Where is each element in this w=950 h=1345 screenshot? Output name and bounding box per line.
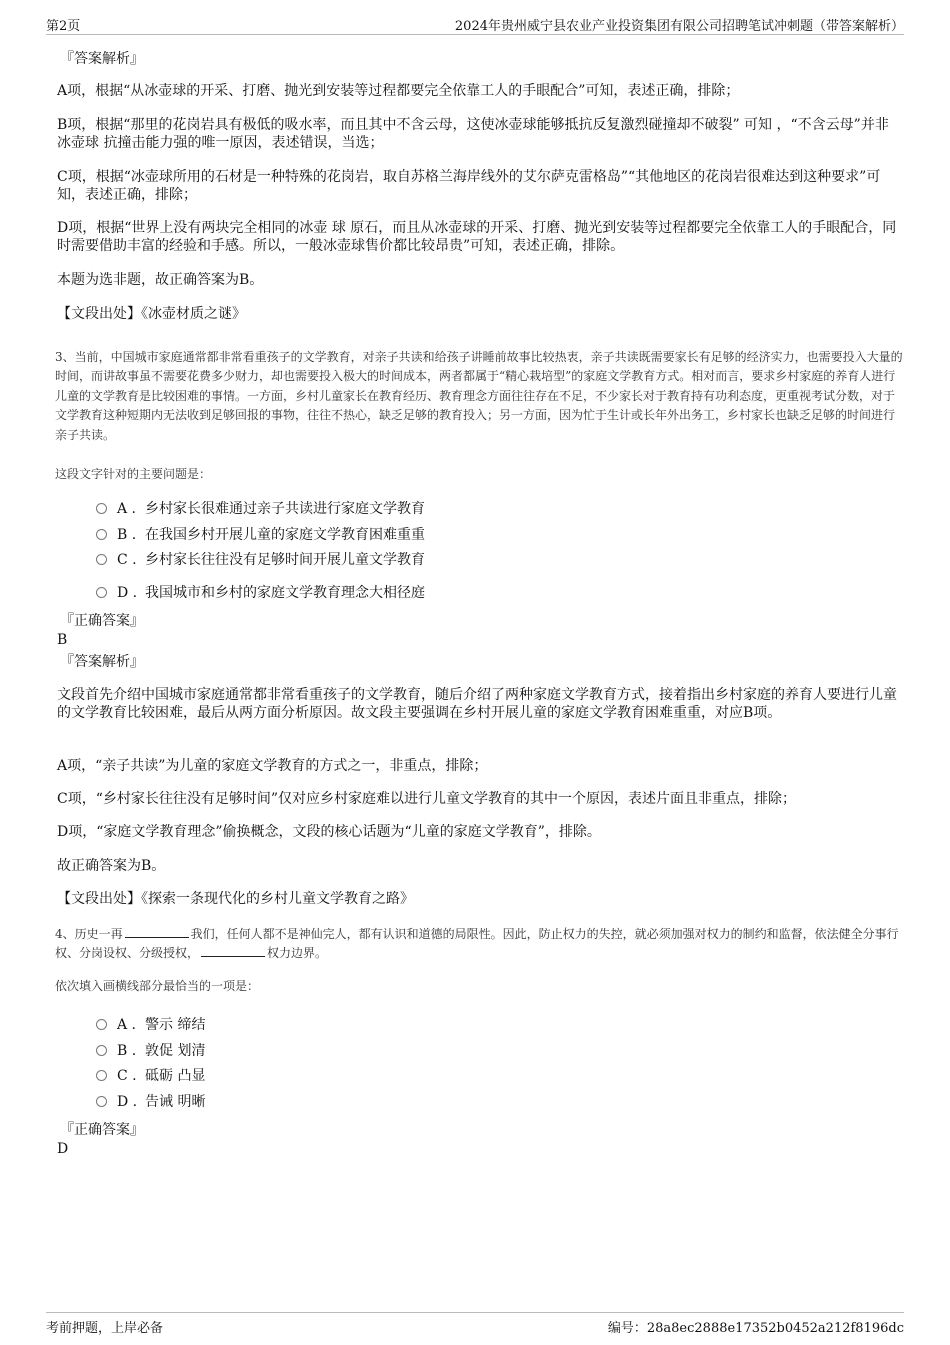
q3-passage: 3、当前，中国城市家庭通常都非常看重孩子的文学教育，对亲子共读和给孩子讲睡前故事比较热衷，亲子共读既需要家长有足够的经济实力，也需要投入大量的时间，而讲故事虽不需要花费多少财力，却也需要投入极大的时间成本，两者都属于“精心栽培型”的家庭文学教育方式。相对而言，要求乡村家庭的养育人进行儿童的文学教育是比较困难的事情。一方面，乡村儿童家长在教育经历、教育理念方面往往存在不足，不少家长对于教育持有功利态度，更重视考试分数，对于文学教育这种短期内无法收到足够回报的事物，往往不热心，缺乏足够的教育投入；另一方面，因为忙于生计或长年外出务工，乡村家长也缺乏足够的时间进行亲子共读。 [55, 350, 903, 442]
q4-option-a[interactable]: A . 警示 缔结 [96, 1016, 205, 1034]
q2-analysis-b: B项，根据“那里的花岗岩具有极低的吸水率，而且其中不含云母，这使冰壶球能够抵抗反复激烈碰撞却不破裂” 可知 ，“不含云母”并非 冰壶球 抗撞击能力强的唯一原因，表述错误，当选； [57, 117, 889, 151]
q3-option-d[interactable]: D . 我国城市和乡村的家庭文学教育理念大相径庭 [96, 584, 425, 602]
q3-analysis-c: C项，“乡村家长往往没有足够时间”仅对应乡村家庭难以进行儿童文学教育的其中一个原因，表述片面且非重点，排除； [57, 791, 797, 807]
q2-source: 【文段出处】《冰壶材质之谜》 [57, 306, 246, 322]
q3-analysis: 文段首先介绍中国城市家庭通常都非常看重孩子的文学教育，随后介绍了两种家庭文学教育方式，接着指出乡村家庭的养育人要进行儿童的文学教育比较困难，最后从两方面分析原因。故文段主要强调在乡村开展儿童的家庭文学教育困难重重，对应B项。 [57, 687, 897, 721]
q4-option-c[interactable]: C . 砥砺 凸显 [96, 1067, 205, 1085]
page-number: 第2页 [46, 19, 81, 34]
radio-icon[interactable] [96, 1070, 107, 1081]
page-header [46, 14, 904, 35]
q3-analysis-a: A项，“亲子共读”为儿童的家庭文学教育的方式之一，非重点，排除； [57, 758, 488, 774]
q4-option-d[interactable]: D . 告诫 明晰 [96, 1093, 205, 1111]
footer-slogan: 考前押题，上岸必备 [46, 1321, 164, 1336]
q4-answer-label: 『正确答案』 [60, 1122, 144, 1138]
q2-analysis-c: C项，根据“冰壶球所用的石材是一种特殊的花岗岩，取自苏格兰海岸线外的艾尔萨克雷格岛”“其他地区的花岗岩很难达到这种要求”可知，表述正确，排除； [57, 169, 881, 203]
q3-question: 这段文字针对的主要问题是： [55, 467, 212, 481]
q3-answer-label: 『正确答案』 [60, 613, 144, 629]
radio-icon[interactable] [96, 1045, 107, 1056]
document-code: 编号：28a8ec2888e17352b0452a212f8196dc [607, 1321, 904, 1336]
q4-passage: 4、历史一再 我们，任何人都不是神仙完人，都有认识和道德的局限性。因此，防止权力的失控，就必须加强对权力的制约和监督，依法健全分事行权、分岗设权、分级授权， 权力边界。 [55, 927, 899, 961]
radio-icon[interactable] [96, 503, 107, 514]
q4-option-b[interactable]: B . 敦促 划清 [96, 1042, 205, 1060]
q3-option-c[interactable]: C . 乡村家长往往没有足够时间开展儿童文学教育 [96, 551, 425, 569]
q2-analysis-a: A项，根据“从冰壶球的开采、打磨、抛光到安装等过程都要完全依靠工人的手眼配合”可知，表述正确，排除； [57, 83, 740, 99]
document-title: 2024年贵州威宁县农业产业投资集团有限公司招聘笔试冲刺题（带答案解析） [454, 19, 904, 34]
q3-answer: B [57, 632, 68, 648]
fill-blank-2 [201, 944, 265, 957]
q2-analysis-label: 『答案解析』 [60, 51, 144, 67]
q2-analysis-d: D项，根据“世界上没有两块完全相同的冰壶 球 原石，而且从冰壶球的开采、打磨、抛光到安装等过程都要完全依靠工人的手眼配合，同时需要借助丰富的经验和手感。所以，一般冰壶球售价都比较昂贵”可知，表述正确，排除。 [57, 220, 897, 254]
radio-icon[interactable] [96, 1019, 107, 1030]
q4-question: 依次填入画横线部分最恰当的一项是： [55, 979, 260, 993]
page-footer [46, 1312, 904, 1335]
radio-icon[interactable] [96, 587, 107, 598]
radio-icon[interactable] [96, 529, 107, 540]
q3-source: 【文段出处】《探索一条现代化的乡村儿童文学教育之路》 [57, 891, 414, 907]
q3-conclusion: 故正确答案为B。 [57, 858, 166, 874]
q3-option-b[interactable]: B . 在我国乡村开展儿童的家庭文学教育困难重重 [96, 526, 425, 544]
fill-blank-1 [125, 925, 189, 938]
q2-conclusion: 本题为选非题，故正确答案为B。 [57, 272, 264, 288]
q3-analysis-label: 『答案解析』 [60, 654, 144, 670]
q3-analysis-d: D项，“家庭文学教育理念”偷换概念，文段的核心话题为“儿童的家庭文学教育”，排除。 [57, 824, 601, 840]
q4-answer: D [57, 1141, 69, 1157]
radio-icon[interactable] [96, 1096, 107, 1107]
radio-icon[interactable] [96, 554, 107, 565]
q3-option-a[interactable]: A . 乡村家长很难通过亲子共读进行家庭文学教育 [96, 500, 425, 518]
